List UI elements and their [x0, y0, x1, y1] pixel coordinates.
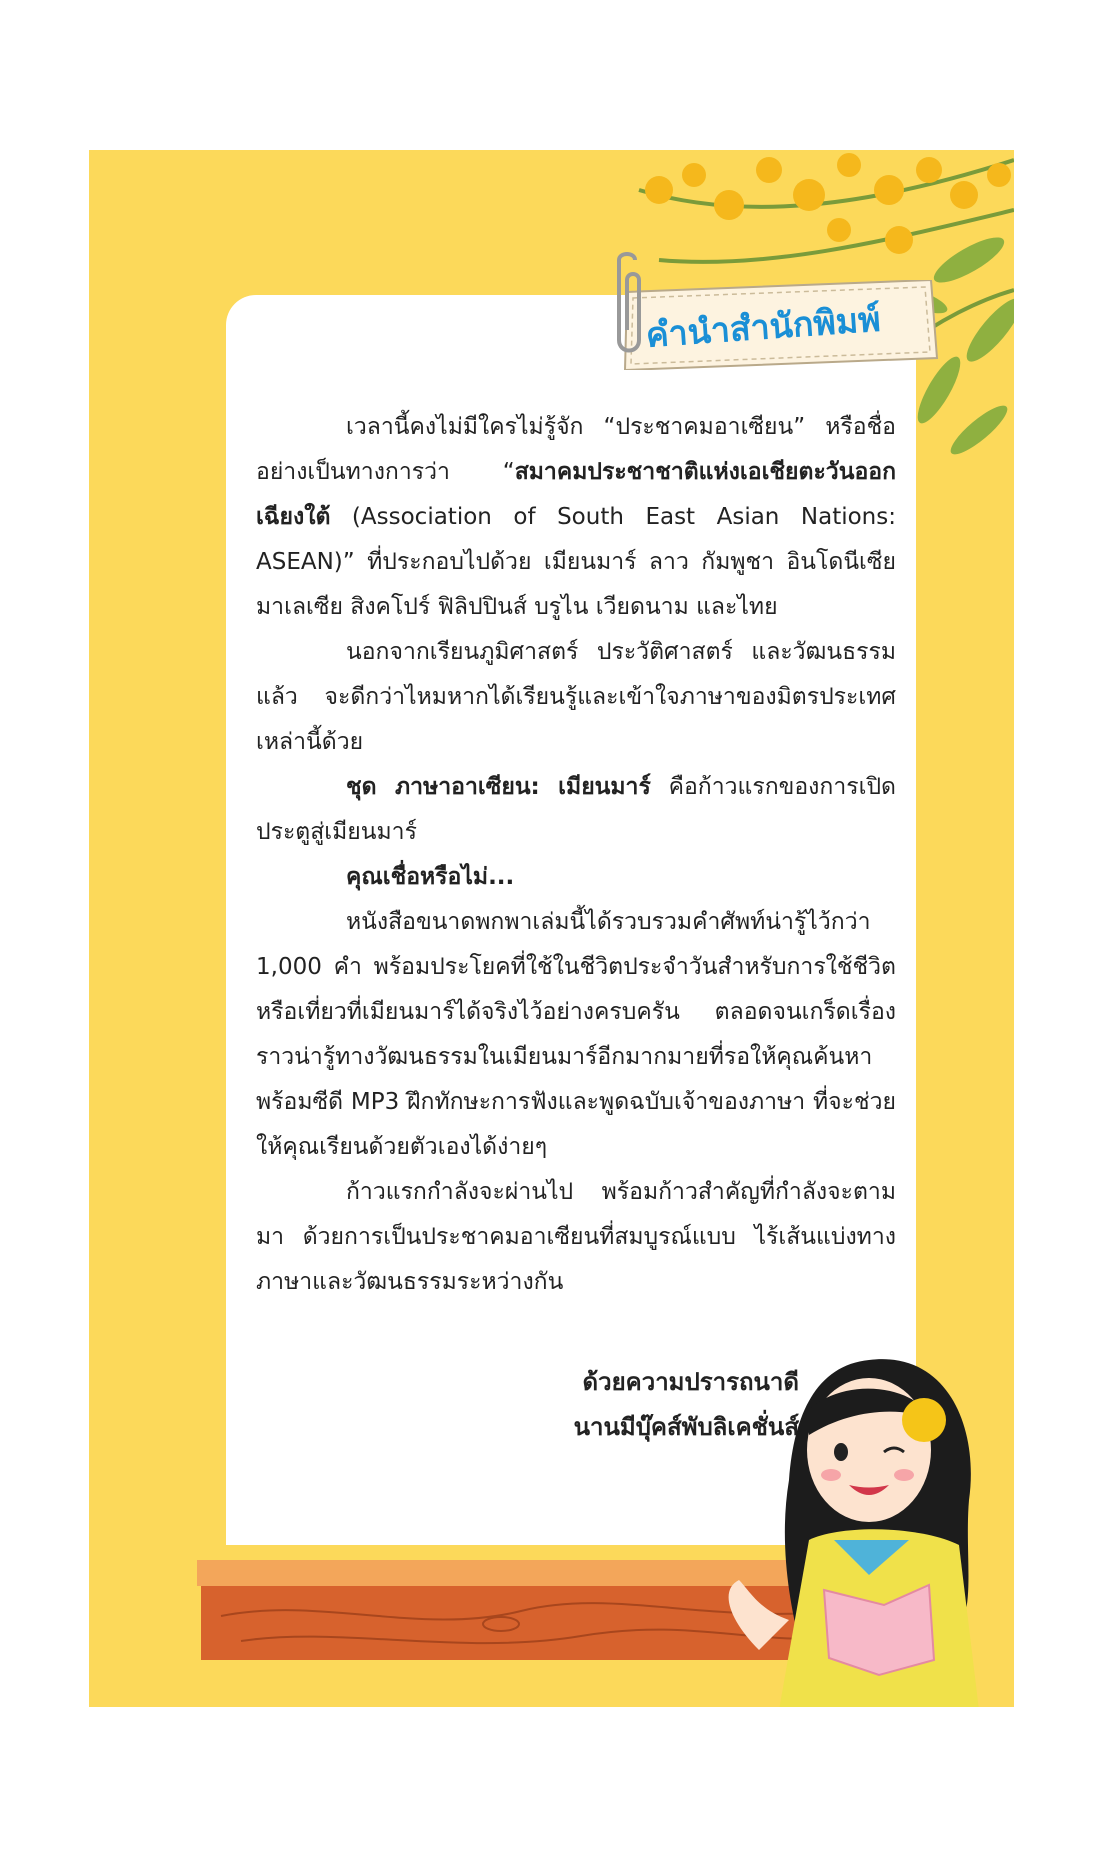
page-title: คำนำสำนักพิมพ์: [644, 299, 882, 356]
girl-with-book-illustration: [719, 1340, 1014, 1707]
bold-text: ชุด ภาษาอาเซียน: เมียนมาร์: [346, 774, 651, 800]
paperclip-icon: [607, 250, 647, 360]
paragraph-text: (Association of South East Asian Nations: ASEAN)” ที่ประกอบไปด้วย เมียนมาร์ ลาว กัมพูชา อินโดนีเซีย มาเลเซีย สิงคโปร์ ฟิลิปปินส์ บรูไน เวียดนาม และไทย: [256, 504, 896, 620]
paragraph: [256, 900, 896, 1170]
paragraph-text: นอกจากเรียนภูมิศาสตร์ ประวัติศาสตร์ และวัฒนธรรมแล้ว จะดีกว่าไหมหากได้เรียนรู้และเข้าใจภาษาของมิตรประเทศเหล่านี้ด้วย: [256, 639, 896, 755]
paragraph: [256, 630, 896, 765]
signature-line-2: นานมีบุ๊คส์พับลิเคชั่นส์: [573, 1413, 799, 1441]
preface-body: [256, 405, 896, 1305]
paragraph-text: หนังสือขนาดพกพาเล่มนี้ได้รวบรวมคำศัพท์น่ารู้ไว้กว่า 1,000 คำ พร้อมประโยคที่ใช้ในชีวิตประจำวันสำหรับการใช้ชีวิตหรือเที่ยวที่เมียนมาร์ได้จริงไว้อย่างครบครัน ตลอดจนเกร็ดเรื่องราวน่ารู้ทางวัฒนธรรมในเมียนมาร์อีกมากมายที่รอให้คุณค้นหา พร้อมซีดี MP3 ฝึกทักษะการฟังและพูดฉบับเจ้าของภาษา ที่จะช่วยให้คุณเรียนด้วยตัวเองได้ง่ายๆ: [256, 909, 896, 1160]
paragraph-text: คือก้าวแรกของการเปิดประตูสู่เมียนมาร์: [256, 774, 896, 845]
bold-text: คุณเชื่อหรือไม่...: [346, 864, 515, 890]
page-card: [89, 150, 1014, 1707]
paragraph: [256, 405, 896, 630]
paragraph: [256, 855, 896, 900]
bold-text: สมาคมประชาชาติแห่งเอเชียตะวันออกเฉียงใต้: [256, 459, 896, 530]
paragraph: [256, 765, 896, 855]
signature-line-1: ด้วยความปรารถนาดี: [582, 1368, 799, 1396]
paragraph-text: เวลานี้คงไม่มีใครไม่รู้จัก “ประชาคมอาเซียน” หรือชื่ออย่างเป็นทางการว่า “: [256, 414, 896, 485]
paragraph: [256, 1170, 896, 1305]
paragraph-text: ก้าวแรกกำลังจะผ่านไป พร้อมก้าวสำคัญที่กำลังจะตามมา ด้วยการเป็นประชาคมอาเซียนที่สมบูรณ์แบบ ไร้เส้นแบ่งทางภาษาและวัฒนธรรมระหว่างกัน: [256, 1179, 896, 1295]
